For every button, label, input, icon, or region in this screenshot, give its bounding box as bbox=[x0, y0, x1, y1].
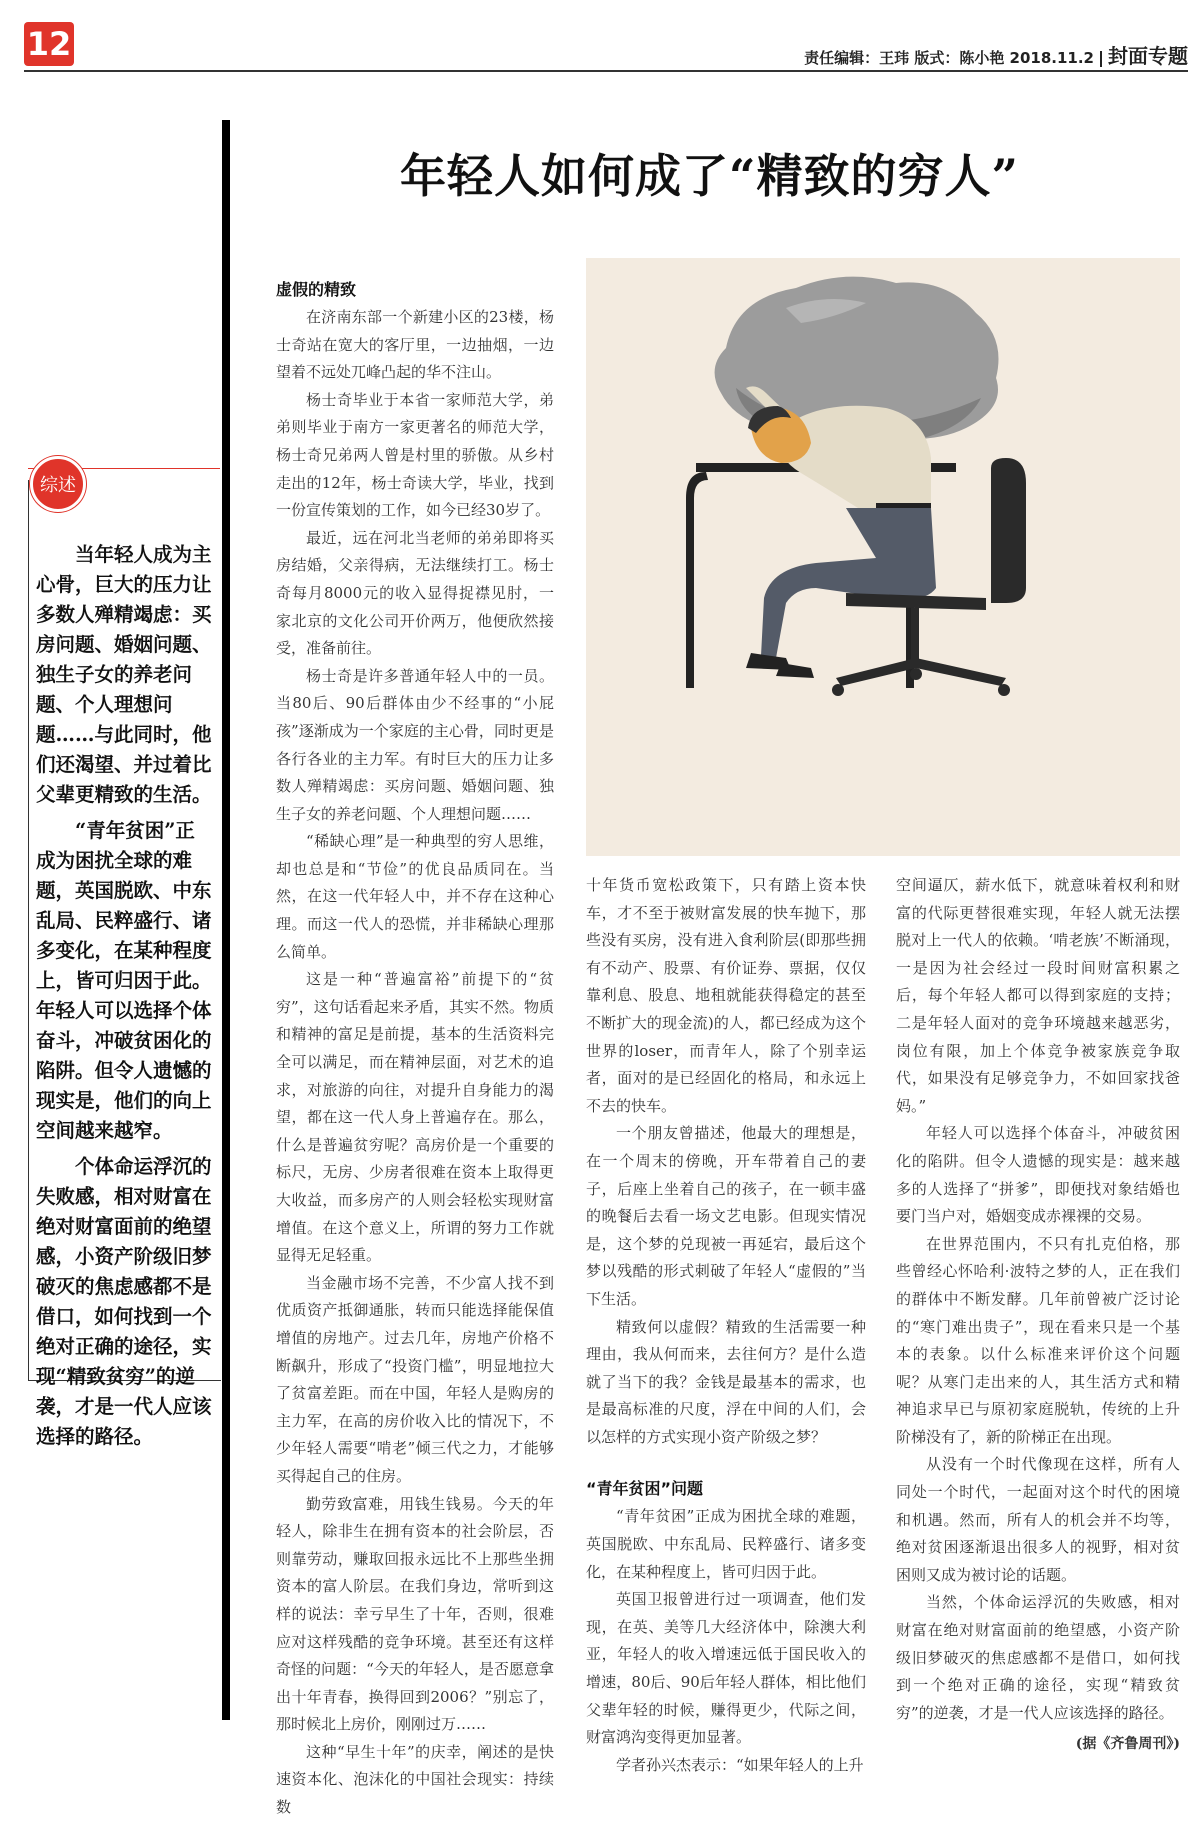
paragraph: 杨士奇是许多普通年轻人中的一员。当80后、90后群体由少不经事的“小屁孩”逐渐成为一个家庭的主心骨，同时更是各行各业的主力军。有时巨大的压力让多数人殚精竭虑：买房问题、婚姻问题、独生子女的养老问题、个人理想问题…… bbox=[276, 666, 554, 823]
section-heading: “青年贫困”问题 bbox=[586, 1479, 704, 1499]
article-column-2 bbox=[586, 872, 866, 1779]
wheel bbox=[910, 668, 922, 680]
paragraph: “稀缺心理”是一种典型的穷人思维，却也总是和“节俭”的优良品质同在。当然，在这一代年轻人中，并不存在这种心理。而这一代人的恐慌，并非稀缺心理那么简单。 bbox=[276, 832, 554, 961]
article-column-1 bbox=[276, 276, 554, 1822]
sidebar-summary bbox=[36, 540, 214, 1458]
source-credit: (据《齐鲁周刊》) bbox=[1075, 1736, 1180, 1753]
wheel bbox=[998, 684, 1010, 696]
paragraph: 英国卫报曾进行过一项调查，他们发现，在英、美等几大经济体中，除澳大利亚，年轻人的收入增速远低于国民收入的增速，80后、90后年轻人群体，相比他们父辈年轻的时候，赚得更少，代际之间，财富鸿沟变得更加显著。 bbox=[586, 1590, 866, 1747]
shoe-2 bbox=[776, 663, 814, 678]
chair-post bbox=[911, 608, 919, 663]
paragraph: 在济南东部一个新建小区的23楼，杨士奇站在宽大的客厅里，一边抽烟，一边望着不远处兀峰凸起的华不注山。 bbox=[276, 308, 554, 382]
sidebar-paragraph: 当年轻人成为主心骨，巨大的压力让多数人殚精竭虑：买房问题、婚姻问题、独生子女的养老问题、个人理想问题……与此同时，他们还渴望、并过着比父辈更精致的生活。 bbox=[36, 543, 212, 806]
header-meta bbox=[804, 40, 1188, 69]
section-heading: 虚假的精致 bbox=[276, 280, 357, 299]
paragraph: 当金融市场不完善，不少富人找不到优质资产抵御通胀，转而只能选择能保值增值的房地产。过去几年，房地产价格不断飙升，形成了“投资门槛”，明显地拉大了贫富差距。而在中国，年轻人是购房的主力军，在高的房价收入比的情况下，不少年轻人需要“啃老”倾三代之力，才能够买得起自己的住房。 bbox=[276, 1273, 554, 1485]
header-rule bbox=[24, 70, 1188, 72]
paragraph: 当然，个体命运浮沉的失败感，相对财富在绝对财富面前的绝望感，小资产阶级旧梦破灭的焦虑感都不是借口，如何找到一个绝对正确的途径，实现“精致贫穷”的逆袭，才是一代人应该选择的路径。 bbox=[896, 1593, 1180, 1722]
page-number: 12 bbox=[24, 22, 74, 66]
sidebar-paragraph: 个体命运浮沉的失败感，相对财富在绝对财富面前的绝望感，小资产阶级旧梦破灭的焦虑感都不是借口，如何找到一个绝对正确的途径，实现“精致贫穷”的逆袭，才是一代人应该选择的路径。 bbox=[36, 1155, 212, 1448]
wheel bbox=[832, 684, 844, 696]
sidebar-paragraph: “青年贫困”正成为困扰全球的难题，英国脱欧、中东乱局、民粹盛行、诸多变化，在某种程度上，皆可归因于此。年轻人可以选择个体奋斗，冲破贫困化的陷阱。但令人遗憾的现实是，他们的向上空间越来越窄。 bbox=[36, 819, 212, 1142]
stressed-man-boulder-illustration bbox=[586, 258, 1180, 856]
paragraph: 这是一种“普遍富裕”前提下的“贫穷”，这句话看起来矛盾，其实不然。物质和精神的富足是前提，基本的生活资料完全可以满足，而在精神层面，对艺术的追求，对旅游的向往，对提升自身能力的渴望，都在这一代人身上普遍存在。那么，什么是普遍贫穷呢？高房价是一个重要的标尺，无房、少房者很难在资本上取得更大收益，而多房产的人则会轻松实现财富增值。在这个意义上，所谓的努力工作就显得无足轻重。 bbox=[276, 970, 554, 1265]
paragraph: 年轻人可以选择个体奋斗，冲破贫困化的陷阱。但令人遗憾的现实是：越来越多的人选择了“拼爹”，即便找对象结婚也要门当户对，婚姻变成赤裸裸的交易。 bbox=[896, 1124, 1180, 1226]
paragraph: 一个朋友曾描述，他最大的理想是，在一个周末的傍晚，开车带着自己的妻子，后座上坐着自己的孩子，在一顿丰盛的晚餐后去看一场文艺电影。但现实情况是，这个梦的兑现被一再延宕，最后这个梦以残酷的形式刺破了年轻人“虚假的”当下生活。 bbox=[586, 1124, 866, 1308]
desk-legs bbox=[686, 472, 708, 688]
article-title: 年轻人如何成了“精致的穷人” bbox=[400, 149, 1019, 203]
editor-credits: 责任编辑：王玮 版式：陈小艳 2018.11.2 bbox=[804, 49, 1094, 67]
paragraph: 学者孙兴杰表示：“如果年轻人的上升 bbox=[616, 1755, 864, 1774]
paragraph: 空间逼仄，薪水低下，就意味着权利和财富的代际更替很难实现，年轻人就无法摆脱对上一代人的依赖。‘啃老族’不断涌现，一是因为社会经过一段时间财富积累之后，每个年轻人都可以得到家庭的支持；二是年轻人面对的竞争环境越来越恶劣，岗位有限，加上个体竞争被家族竞争取代，如果没有足够竞争力，不如回家找爸妈。” bbox=[896, 876, 1180, 1115]
summary-badge: 综述 bbox=[30, 456, 86, 512]
paragraph: 精致何以虚假？精致的生活需要一种理由，我从何而来，去往何方？是什么造就了当下的我？金钱是最基本的需求，也是最高标准的尺度，浮在中间的人们，会以怎样的方式实现小资产阶级之梦？ bbox=[586, 1317, 866, 1446]
paragraph: 从没有一个时代像现在这样，所有人同处一个时代，一起面对这个时代的困境和机遇。然而，所有人的机会并不均等，绝对贫困逐渐退出很多人的视野，相对贫困则又成为被讨论的话题。 bbox=[896, 1455, 1180, 1584]
paragraph: 这种“早生十年”的庆幸，阐述的是快速资本化、泡沫化的中国社会现实：持续数 bbox=[276, 1742, 554, 1817]
illustration-svg bbox=[586, 258, 1180, 856]
paragraph: 十年货币宽松政策下，只有踏上资本快车，才不至于被财富发展的快车抛下，那些没有买房，没有进入食利阶层(即那些拥有不动产、股票、有价证券、票据，仅仅靠利息、股息、地租就能获得稳定的甚至不断扩大的现金流)的人，都已经成为这个世界的loser，而青年人，除了个别幸运者，面对的是已经固化的格局，和永远上不去的快车。 bbox=[586, 876, 866, 1115]
chair-back bbox=[991, 458, 1026, 603]
paragraph: 勤劳致富难，用钱生钱易。今天的年轻人，除非生在拥有资本的社会阶层，否则靠劳动，赚取回报永远比不上那些坐拥资本的富人阶层。在我们身边，常听到这样的说法：幸亏早生了十年，否则，很难应对这样残酷的竞争环境。甚至还有这样奇怪的问题：“今天的年轻人，是否愿意拿出十年青春，换得回到2006？”别忘了，那时候北上房价，刚刚过万…… bbox=[276, 1494, 554, 1734]
paragraph: “青年贫困”正成为困扰全球的难题，英国脱欧、中东乱局、民粹盛行、诸多变化，在某种程度上，皆可归因于此。 bbox=[586, 1507, 866, 1581]
paragraph: 在世界范围内，不只有扎克伯格，那些曾经心怀哈利·波特之梦的人，正在我们的群体中不断发酵。几年前曾被广泛讨论的“寒门难出贵子”，现在看来只是一个基本的表象。以什么标准来评价这个问题呢？从寒门走出来的人，其生活方式和精神追求早已与原初家庭脱轨，传统的上升阶梯没有了，新的阶梯正在出现。 bbox=[896, 1234, 1180, 1446]
header-divider bbox=[1100, 51, 1102, 67]
paragraph: 最近，远在河北当老师的弟弟即将买房结婚，父亲得病，无法继续打工。杨士奇每月8000元的收入显得捉襟见肘，一家北京的文化公司开价两万，他便欣然接受，准备前往。 bbox=[276, 528, 554, 658]
section-name: 封面专题 bbox=[1108, 44, 1188, 68]
article-column-3 bbox=[896, 872, 1180, 1759]
paragraph: 杨士奇毕业于本省一家师范大学，弟弟则毕业于南方一家更著名的师范大学，杨士奇兄弟两人曾是村里的骄傲。从乡村走出的12年，杨士奇读大学，毕业，找到一份宣传策划的工作，如今已经30岁了。 bbox=[276, 390, 554, 520]
chair-seat bbox=[846, 593, 986, 610]
vertical-black-bar bbox=[222, 120, 230, 1720]
